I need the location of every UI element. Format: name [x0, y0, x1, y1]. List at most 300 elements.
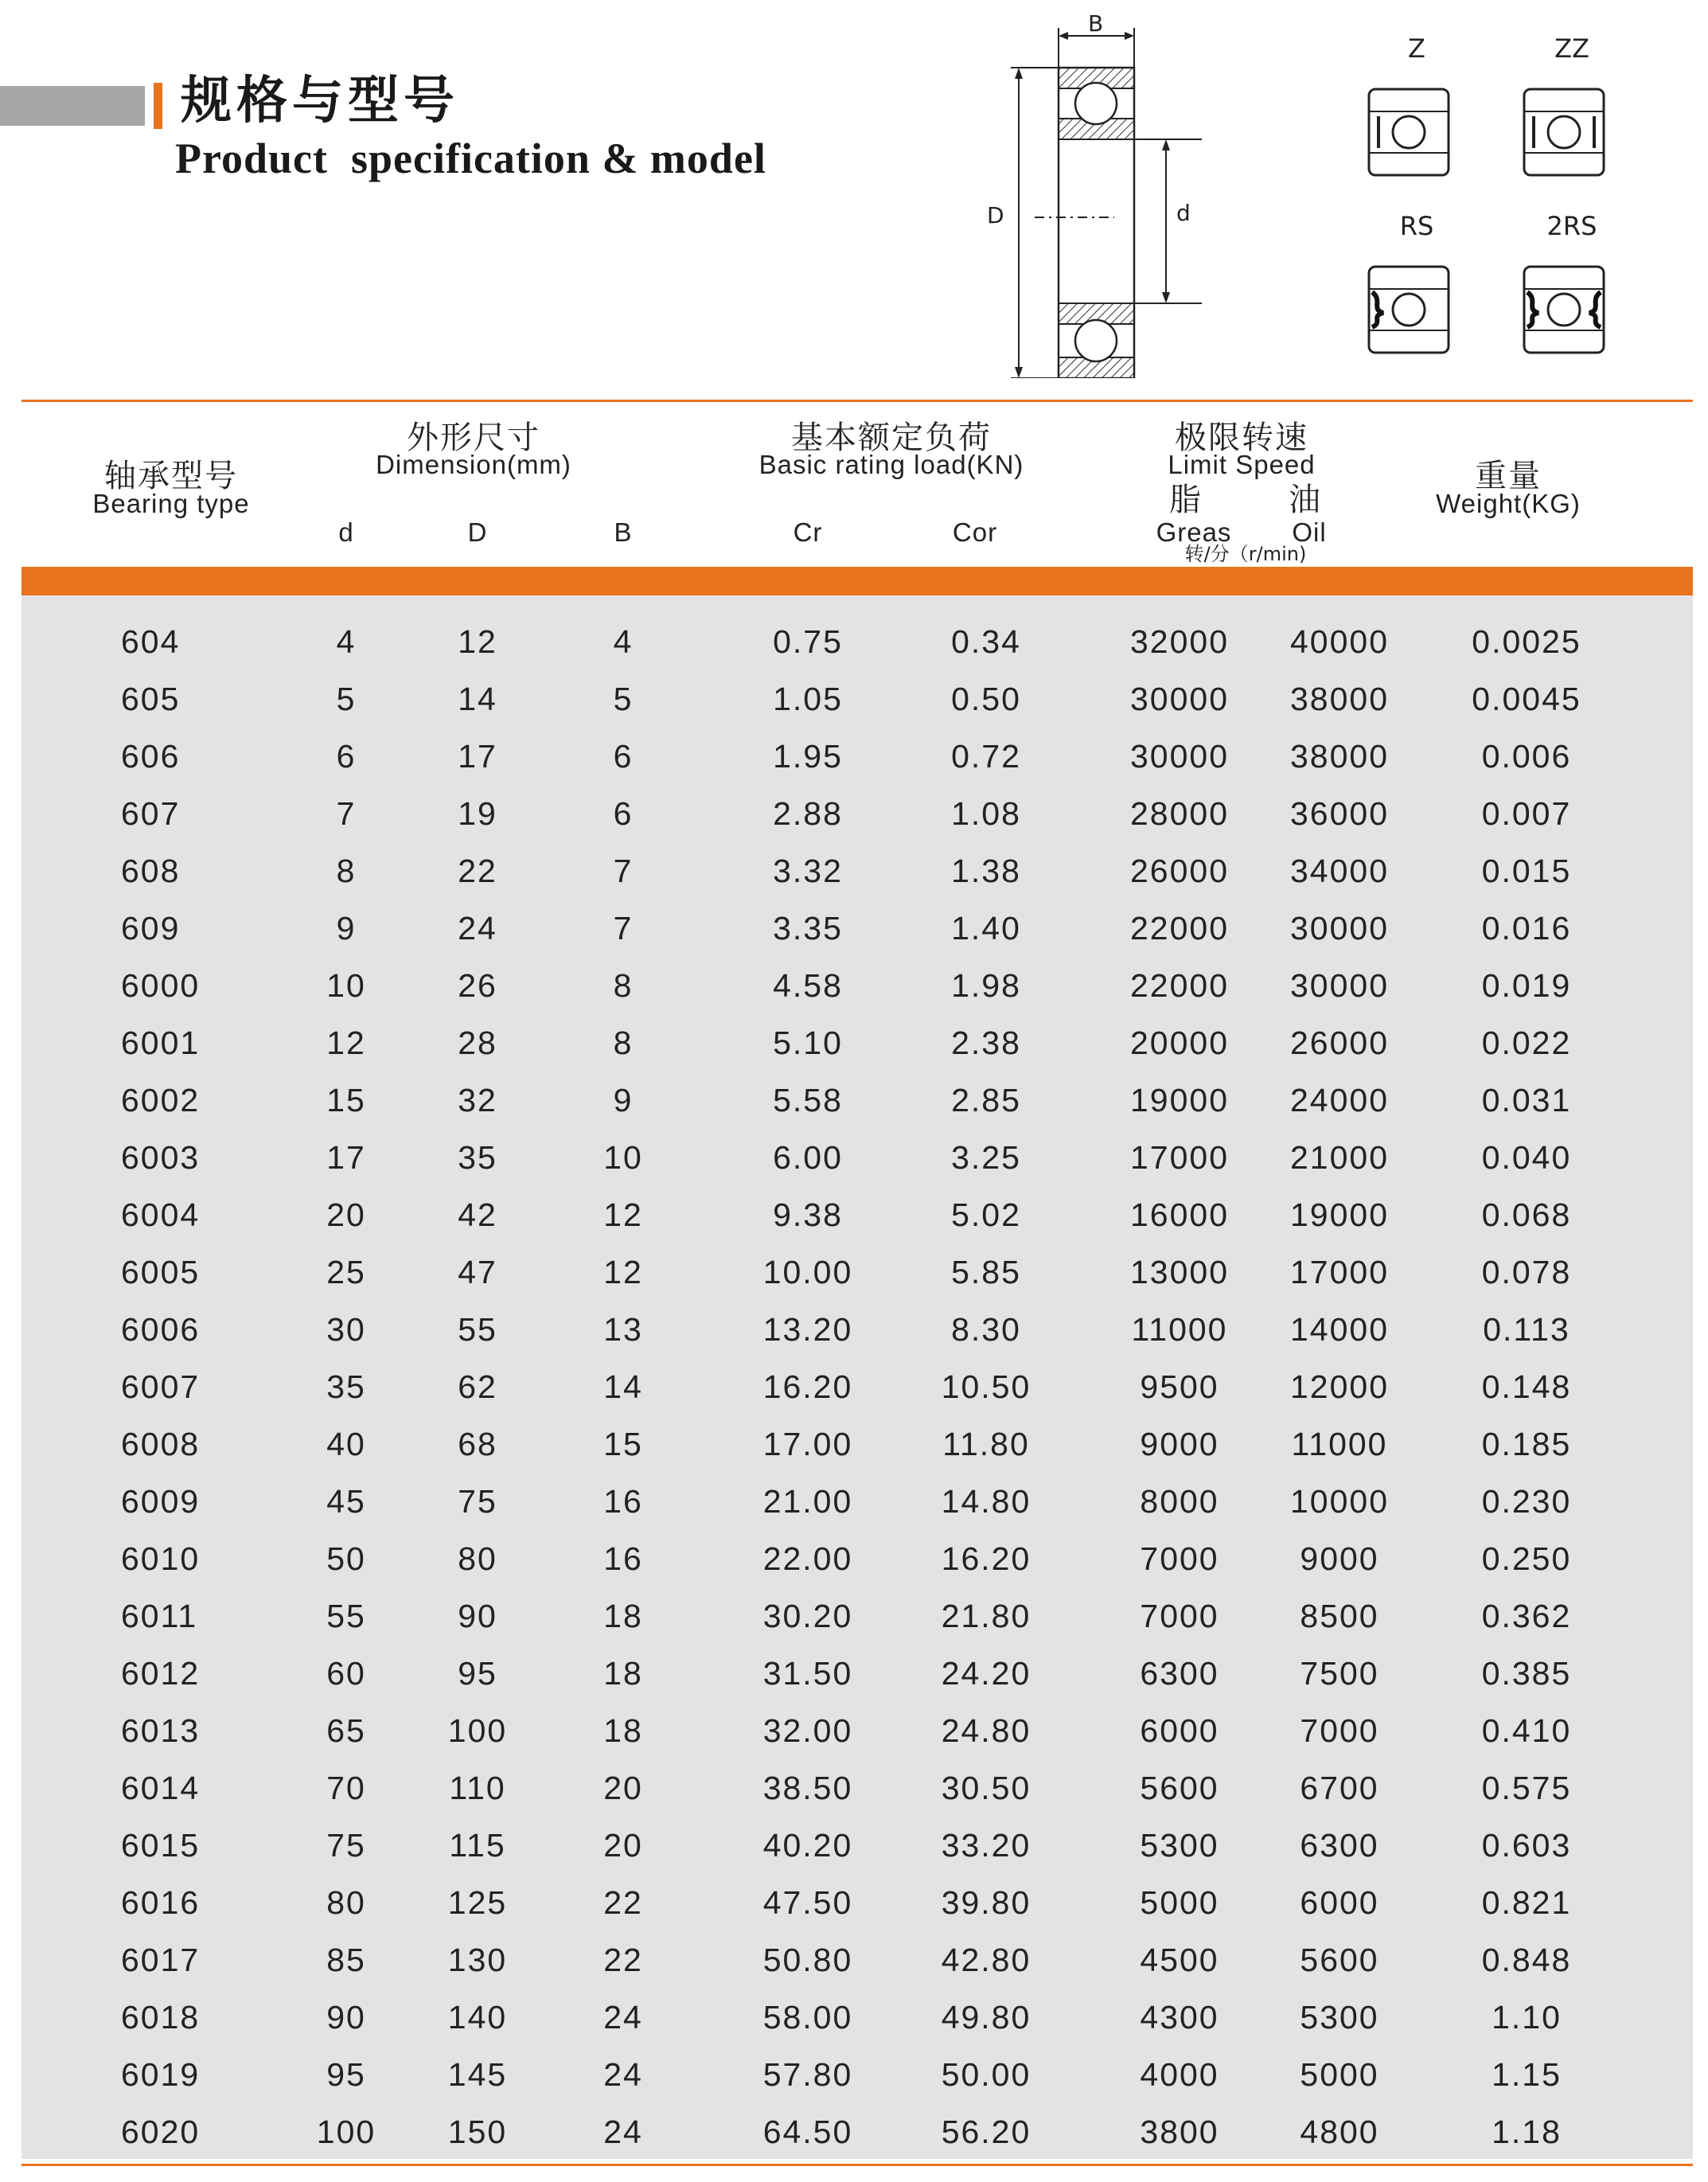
bearing-type-cell: 6015 — [121, 1827, 201, 1864]
header-grease-en: Greas — [1156, 517, 1232, 547]
dim-d-label: d — [1176, 200, 1191, 226]
cr-cell: 0.75 — [773, 623, 843, 660]
cor-cell: 30.50 — [941, 1770, 1031, 1806]
outer-D-cell: 22 — [458, 853, 497, 889]
header-speed-cn: 极限转速 — [1175, 420, 1308, 456]
width-B-cell: 24 — [603, 2114, 643, 2150]
cr-cell: 5.58 — [773, 1082, 843, 1118]
oil-speed-cell: 6300 — [1300, 1827, 1379, 1864]
bore-d-cell: 30 — [326, 1311, 366, 1348]
grease-speed-cell: 30000 — [1129, 681, 1229, 717]
cor-cell: 1.38 — [951, 853, 1021, 889]
outer-D-cell: 75 — [458, 1483, 497, 1520]
spec-table — [21, 613, 1693, 2161]
width-B-cell: 18 — [603, 1598, 643, 1634]
header-orange-band — [21, 567, 1693, 595]
bore-d-cell: 60 — [326, 1655, 366, 1692]
bearing-type-cell: 6020 — [121, 2114, 201, 2150]
cor-cell: 33.20 — [941, 1827, 1031, 1864]
bearing-type-cell: 6004 — [121, 1196, 201, 1233]
bearing-type-cell: 607 — [121, 795, 181, 832]
width-B-cell: 12 — [603, 1254, 643, 1290]
seal-label-zz: ZZ — [1554, 33, 1589, 64]
bearing-type-cell: 6016 — [121, 1884, 201, 1921]
weight-cell: 0.603 — [1481, 1827, 1572, 1864]
bore-d-cell: 45 — [326, 1483, 366, 1520]
outer-D-cell: 125 — [447, 1884, 508, 1921]
table-row — [21, 957, 1693, 1014]
cor-cell: 2.38 — [951, 1025, 1021, 1061]
grease-speed-cell: 4500 — [1140, 1942, 1219, 1978]
cor-cell: 24.80 — [941, 1712, 1031, 1749]
grease-speed-cell: 6000 — [1140, 1712, 1219, 1749]
grease-speed-cell: 13000 — [1129, 1254, 1229, 1290]
table-row — [21, 1530, 1693, 1587]
oil-speed-cell: 14000 — [1289, 1311, 1389, 1348]
cr-cell: 16.20 — [762, 1368, 853, 1405]
bearing-type-cell: 6013 — [121, 1712, 201, 1749]
oil-speed-cell: 21000 — [1289, 1139, 1389, 1176]
oil-speed-cell: 4800 — [1300, 2114, 1379, 2150]
width-B-cell: 14 — [603, 1368, 643, 1405]
table-row — [21, 842, 1693, 900]
oil-speed-cell: 40000 — [1289, 623, 1389, 660]
table-row — [21, 1931, 1693, 1989]
weight-cell: 0.362 — [1481, 1598, 1572, 1634]
bore-d-cell: 95 — [326, 2056, 366, 2093]
table-row — [21, 1358, 1693, 1415]
bore-d-cell: 20 — [326, 1196, 366, 1233]
bearing-type-cell: 6005 — [121, 1254, 201, 1290]
weight-cell: 0.113 — [1483, 1311, 1570, 1348]
table-row — [21, 613, 1693, 670]
bore-d-cell: 15 — [326, 1082, 366, 1118]
grease-speed-cell: 5300 — [1140, 1827, 1219, 1864]
oil-speed-cell: 7500 — [1300, 1655, 1379, 1692]
cr-cell: 31.50 — [762, 1655, 853, 1692]
page-title-cn: 规格与型号 — [181, 72, 459, 131]
oil-speed-cell: 11000 — [1291, 1426, 1388, 1462]
weight-cell: 0.068 — [1481, 1196, 1572, 1233]
header-weight-cn: 重量 — [1475, 458, 1542, 494]
table-row — [21, 1702, 1693, 1759]
grease-speed-cell: 9500 — [1140, 1368, 1219, 1405]
oil-speed-cell: 38000 — [1289, 738, 1389, 775]
header-bearing-type-cn: 轴承型号 — [104, 458, 238, 494]
bearing-type-cell: 6002 — [121, 1082, 201, 1118]
cor-cell: 5.02 — [951, 1196, 1021, 1233]
width-B-cell: 13 — [603, 1311, 643, 1348]
bearing-type-cell: 6000 — [121, 967, 201, 1004]
width-B-cell: 4 — [613, 623, 634, 660]
oil-speed-cell: 19000 — [1289, 1196, 1389, 1233]
header-oil-cn: 油 — [1289, 482, 1322, 518]
cr-cell: 2.88 — [773, 795, 843, 832]
grease-speed-cell: 20000 — [1129, 1025, 1229, 1061]
width-B-cell: 18 — [603, 1655, 643, 1692]
cor-cell: 42.80 — [941, 1942, 1031, 1978]
cor-cell: 24.20 — [941, 1655, 1031, 1692]
width-B-cell: 24 — [603, 1999, 643, 2036]
outer-D-cell: 68 — [458, 1426, 497, 1462]
cr-cell: 10.00 — [762, 1254, 853, 1290]
oil-speed-cell: 12000 — [1289, 1368, 1389, 1405]
bore-d-cell: 5 — [336, 681, 357, 717]
grease-speed-cell: 5000 — [1140, 1884, 1219, 1921]
dim-D-label: D — [987, 202, 1004, 228]
bearing-type-cell: 6019 — [121, 2056, 201, 2093]
bore-d-cell: 70 — [326, 1770, 366, 1806]
weight-cell: 0.0045 — [1472, 681, 1581, 717]
oil-speed-cell: 5600 — [1300, 1942, 1379, 1978]
grease-speed-cell: 32000 — [1129, 623, 1229, 660]
bearing-type-cell: 6006 — [121, 1311, 201, 1348]
weight-cell: 0.848 — [1481, 1942, 1572, 1978]
cor-cell: 5.85 — [951, 1254, 1021, 1290]
cor-cell: 21.80 — [941, 1598, 1031, 1634]
bore-d-cell: 12 — [326, 1025, 366, 1061]
bearing-type-cell: 609 — [121, 910, 181, 947]
cr-cell: 30.20 — [762, 1598, 853, 1634]
dim-B-label: B — [1088, 12, 1104, 37]
header-dimension-cn: 外形尺寸 — [407, 420, 540, 456]
oil-speed-cell: 38000 — [1289, 681, 1389, 717]
outer-D-cell: 150 — [447, 2114, 508, 2150]
width-B-cell: 8 — [613, 1025, 634, 1061]
oil-speed-cell: 34000 — [1289, 853, 1389, 889]
bore-d-cell: 75 — [326, 1827, 366, 1864]
header-bearing-type-en: Bearing type — [92, 489, 250, 518]
cor-cell: 1.40 — [951, 910, 1021, 947]
bore-d-cell: 50 — [326, 1540, 366, 1577]
cor-cell: 56.20 — [941, 2114, 1031, 2150]
outer-D-cell: 17 — [458, 738, 497, 775]
outer-D-cell: 24 — [458, 910, 497, 947]
header-cr: Cr — [793, 517, 823, 547]
width-B-cell: 16 — [603, 1540, 643, 1577]
width-B-cell: 8 — [613, 967, 634, 1004]
width-B-cell: 20 — [603, 1827, 643, 1864]
oil-speed-cell: 6700 — [1300, 1770, 1379, 1806]
cor-cell: 14.80 — [941, 1483, 1031, 1520]
width-B-cell: 12 — [603, 1196, 643, 1233]
bearing-type-cell: 6012 — [121, 1655, 201, 1692]
weight-cell: 0.250 — [1481, 1540, 1572, 1577]
cor-cell: 8.30 — [951, 1311, 1021, 1348]
table-row — [21, 1817, 1693, 1874]
bore-d-cell: 25 — [326, 1254, 366, 1290]
cor-cell: 0.50 — [951, 681, 1021, 717]
table-row — [21, 1186, 1693, 1243]
outer-D-cell: 42 — [458, 1196, 497, 1233]
table-row — [21, 2103, 1693, 2161]
cor-cell: 49.80 — [941, 1999, 1031, 2036]
oil-speed-cell: 17000 — [1289, 1254, 1389, 1290]
header-speed-en: Limit Speed — [1168, 450, 1316, 479]
weight-cell: 0.385 — [1481, 1655, 1572, 1692]
seal-rs-icon — [1367, 265, 1450, 354]
width-B-cell: 24 — [603, 2056, 643, 2093]
bore-d-cell: 8 — [336, 853, 357, 889]
weight-cell: 0.016 — [1481, 910, 1572, 947]
cr-cell: 21.00 — [762, 1483, 853, 1520]
oil-speed-cell: 36000 — [1289, 795, 1389, 832]
table-row — [21, 1415, 1693, 1473]
grease-speed-cell: 11000 — [1131, 1311, 1228, 1348]
bearing-type-cell: 6007 — [121, 1368, 201, 1405]
grease-speed-cell: 16000 — [1129, 1196, 1229, 1233]
cor-cell: 11.80 — [942, 1426, 1030, 1462]
bore-d-cell: 40 — [326, 1426, 366, 1462]
bearing-type-cell: 6008 — [121, 1426, 201, 1462]
weight-cell: 0.0025 — [1472, 623, 1581, 660]
weight-cell: 0.007 — [1481, 795, 1572, 832]
cr-cell: 38.50 — [762, 1770, 853, 1806]
table-row — [21, 1243, 1693, 1301]
outer-D-cell: 145 — [447, 2056, 508, 2093]
cr-cell: 4.58 — [773, 967, 843, 1004]
width-B-cell: 22 — [603, 1884, 643, 1921]
cr-cell: 5.10 — [773, 1025, 843, 1061]
table-row — [21, 1014, 1693, 1071]
cr-cell: 1.05 — [773, 681, 843, 717]
weight-cell: 0.022 — [1481, 1025, 1572, 1061]
cr-cell: 50.80 — [762, 1942, 853, 1978]
header-dimension-en: Dimension(mm) — [376, 450, 571, 479]
cr-cell: 64.50 — [762, 2114, 853, 2150]
width-B-cell: 7 — [613, 910, 634, 947]
weight-cell: 0.230 — [1481, 1483, 1572, 1520]
bore-d-cell: 100 — [316, 2114, 376, 2150]
outer-D-cell: 14 — [458, 681, 497, 717]
width-B-cell: 6 — [613, 738, 634, 775]
bore-d-cell: 6 — [336, 738, 357, 775]
bore-d-cell: 4 — [336, 623, 357, 660]
seal-zz-icon — [1523, 88, 1605, 177]
oil-speed-cell: 30000 — [1289, 967, 1389, 1004]
outer-D-cell: 130 — [447, 1942, 508, 1978]
header-oil-en: Oil — [1292, 517, 1327, 547]
table-row — [21, 1301, 1693, 1358]
oil-speed-cell: 30000 — [1289, 910, 1389, 947]
bearing-type-cell: 6010 — [121, 1540, 201, 1577]
outer-D-cell: 55 — [458, 1311, 497, 1348]
outer-D-cell: 26 — [458, 967, 497, 1004]
grease-speed-cell: 26000 — [1129, 853, 1229, 889]
cor-cell: 0.72 — [951, 738, 1021, 775]
header-B: B — [614, 517, 633, 547]
outer-D-cell: 90 — [458, 1598, 497, 1634]
oil-speed-cell: 8500 — [1300, 1598, 1379, 1634]
header-d: d — [338, 517, 354, 547]
header-speed-unit: 转/分（r/min) — [1184, 543, 1307, 565]
outer-D-cell: 19 — [458, 795, 497, 832]
weight-cell: 0.019 — [1481, 967, 1572, 1004]
table-row — [21, 900, 1693, 957]
outer-D-cell: 32 — [458, 1082, 497, 1118]
bearing-type-cell: 606 — [121, 738, 181, 775]
weight-cell: 0.031 — [1481, 1082, 1572, 1118]
outer-D-cell: 95 — [458, 1655, 497, 1692]
grease-speed-cell: 22000 — [1129, 967, 1229, 1004]
width-B-cell: 6 — [613, 795, 634, 832]
outer-D-cell: 110 — [449, 1770, 506, 1806]
outer-D-cell: 47 — [458, 1254, 497, 1290]
weight-cell: 0.575 — [1481, 1770, 1572, 1806]
header-top-rule — [21, 400, 1693, 402]
bearing-type-cell: 6017 — [121, 1942, 201, 1978]
bearing-type-cell: 6014 — [121, 1770, 201, 1806]
grease-speed-cell: 22000 — [1129, 910, 1229, 947]
header-load-cn: 基本额定负荷 — [791, 420, 992, 456]
bearing-type-cell: 605 — [121, 681, 181, 717]
table-row — [21, 1874, 1693, 1931]
bore-d-cell: 9 — [336, 910, 357, 947]
bore-d-cell: 55 — [326, 1598, 366, 1634]
outer-D-cell: 62 — [458, 1368, 497, 1405]
bore-d-cell: 17 — [326, 1139, 366, 1176]
table-row — [21, 1989, 1693, 2046]
cr-cell: 3.32 — [773, 853, 843, 889]
cr-cell: 58.00 — [762, 1999, 853, 2036]
cr-cell: 1.95 — [773, 738, 843, 775]
oil-speed-cell: 5300 — [1300, 1999, 1379, 2036]
cr-cell: 32.00 — [762, 1712, 853, 1749]
grease-speed-cell: 4300 — [1140, 1999, 1219, 2036]
cor-cell: 10.50 — [941, 1368, 1031, 1405]
title-accent-gray — [0, 86, 145, 126]
table-row — [21, 1587, 1693, 1645]
cr-cell: 3.35 — [773, 910, 843, 947]
seal-z-icon — [1367, 88, 1450, 177]
oil-speed-cell: 26000 — [1289, 1025, 1389, 1061]
weight-cell: 0.006 — [1481, 738, 1572, 775]
grease-speed-cell: 7000 — [1140, 1540, 1219, 1577]
bore-d-cell: 7 — [336, 795, 357, 832]
bore-d-cell: 85 — [326, 1942, 366, 1978]
width-B-cell: 7 — [613, 853, 634, 889]
cor-cell: 1.98 — [951, 967, 1021, 1004]
table-row — [21, 2046, 1693, 2103]
seal-label-2rs: 2RS — [1546, 211, 1597, 241]
weight-cell: 1.15 — [1492, 2056, 1562, 2093]
cor-cell: 2.85 — [951, 1082, 1021, 1118]
grease-speed-cell: 3800 — [1140, 2114, 1219, 2150]
weight-cell: 0.148 — [1481, 1368, 1572, 1405]
grease-speed-cell: 8000 — [1140, 1483, 1219, 1520]
weight-cell: 1.10 — [1492, 1999, 1562, 2036]
bearing-type-cell: 6001 — [121, 1025, 201, 1061]
cr-cell: 57.80 — [762, 2056, 853, 2093]
weight-cell: 0.821 — [1481, 1884, 1572, 1921]
cor-cell: 0.34 — [951, 623, 1021, 660]
cor-cell: 3.25 — [951, 1139, 1021, 1176]
width-B-cell: 16 — [603, 1483, 643, 1520]
table-row — [21, 1759, 1693, 1817]
table-row — [21, 1129, 1693, 1186]
page-title-en: Product specification & model — [175, 135, 766, 182]
cr-cell: 6.00 — [773, 1139, 843, 1176]
bore-d-cell: 65 — [326, 1712, 366, 1749]
seal-2rs-icon — [1523, 265, 1605, 354]
bore-d-cell: 80 — [326, 1884, 366, 1921]
grease-speed-cell: 4000 — [1140, 2056, 1219, 2093]
oil-speed-cell: 10000 — [1289, 1483, 1389, 1520]
weight-cell: 0.015 — [1481, 853, 1572, 889]
header-D: D — [467, 517, 488, 547]
cor-cell: 1.08 — [951, 795, 1021, 832]
cr-cell: 17.00 — [762, 1426, 853, 1462]
width-B-cell: 15 — [603, 1426, 643, 1462]
header-load-en: Basic rating load(KN) — [758, 450, 1024, 479]
oil-speed-cell: 9000 — [1300, 1540, 1379, 1577]
cr-cell: 22.00 — [762, 1540, 853, 1577]
title-accent-orange — [154, 83, 162, 129]
header-weight-en: Weight(KG) — [1436, 489, 1581, 518]
cor-cell: 16.20 — [941, 1540, 1031, 1577]
grease-speed-cell: 19000 — [1129, 1082, 1229, 1118]
outer-D-cell: 12 — [458, 623, 497, 660]
cor-cell: 50.00 — [941, 2056, 1031, 2093]
bearing-type-cell: 604 — [121, 623, 181, 660]
bearing-cross-section-diagram — [963, 12, 1234, 378]
seal-label-rs: RS — [1399, 211, 1434, 241]
outer-D-cell: 80 — [458, 1540, 497, 1577]
header-cor: Cor — [952, 517, 998, 547]
bore-d-cell: 35 — [326, 1368, 366, 1405]
cr-cell: 40.20 — [762, 1827, 853, 1864]
table-row — [21, 1071, 1693, 1129]
table-row — [21, 1473, 1693, 1530]
bearing-type-cell: 608 — [121, 853, 181, 889]
outer-D-cell: 115 — [449, 1827, 506, 1864]
oil-speed-cell: 5000 — [1300, 2056, 1379, 2093]
weight-cell: 0.185 — [1481, 1426, 1572, 1462]
grease-speed-cell: 28000 — [1129, 795, 1229, 832]
weight-cell: 0.410 — [1481, 1712, 1572, 1749]
width-B-cell: 10 — [603, 1139, 643, 1176]
outer-D-cell: 140 — [447, 1999, 508, 2036]
width-B-cell: 5 — [613, 681, 634, 717]
bearing-type-cell: 6003 — [121, 1139, 201, 1176]
table-row — [21, 728, 1693, 785]
table-row — [21, 1645, 1693, 1702]
bearing-type-cell: 6018 — [121, 1999, 201, 2036]
oil-speed-cell: 7000 — [1300, 1712, 1379, 1749]
bore-d-cell: 90 — [326, 1999, 366, 2036]
outer-D-cell: 100 — [447, 1712, 508, 1749]
bore-d-cell: 10 — [326, 967, 366, 1004]
table-bottom-rule — [21, 2164, 1693, 2166]
cr-cell: 47.50 — [762, 1884, 853, 1921]
width-B-cell: 18 — [603, 1712, 643, 1749]
grease-speed-cell: 7000 — [1140, 1598, 1219, 1634]
seal-label-z: Z — [1408, 33, 1425, 64]
width-B-cell: 22 — [603, 1942, 643, 1978]
table-row — [21, 785, 1693, 842]
oil-speed-cell: 24000 — [1289, 1082, 1389, 1118]
grease-speed-cell: 17000 — [1129, 1139, 1229, 1176]
weight-cell: 0.040 — [1481, 1139, 1572, 1176]
cor-cell: 39.80 — [941, 1884, 1031, 1921]
width-B-cell: 20 — [603, 1770, 643, 1806]
grease-speed-cell: 9000 — [1140, 1426, 1219, 1462]
cr-cell: 13.20 — [762, 1311, 853, 1348]
outer-D-cell: 28 — [458, 1025, 497, 1061]
grease-speed-cell: 6300 — [1140, 1655, 1219, 1692]
cr-cell: 9.38 — [773, 1196, 843, 1233]
bearing-type-cell: 6009 — [121, 1483, 201, 1520]
